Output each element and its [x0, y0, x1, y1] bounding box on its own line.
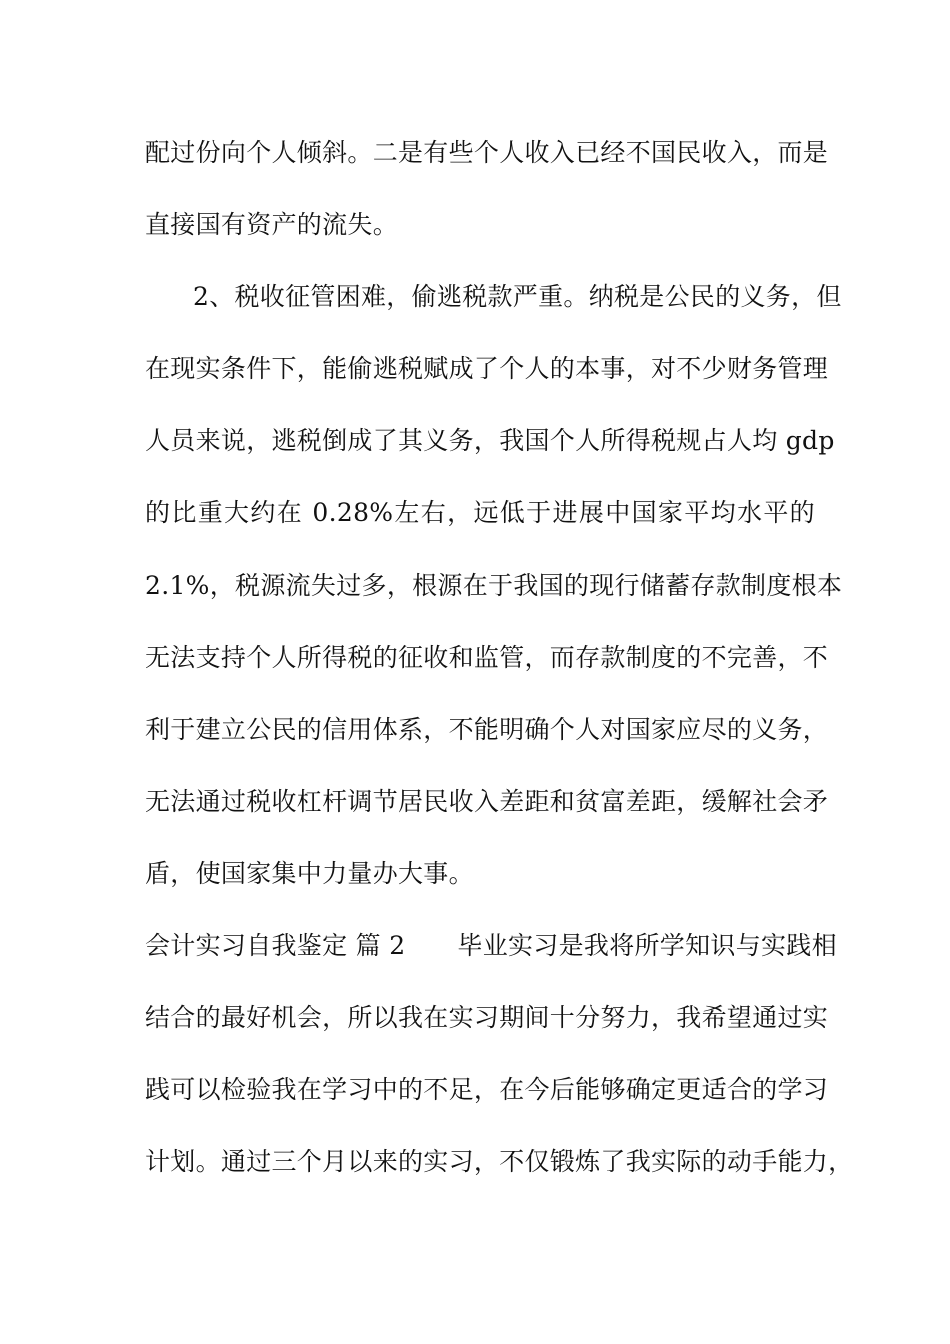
paragraph-line: 2.1%，税源流失过多，根源在于我国的现行储蓄存款制度根本 — [145, 571, 843, 600]
section-heading-line — [145, 926, 837, 966]
paragraph-line: 结合的最好机会，所以我在实习期间十分努力，我希望通过实 — [145, 1003, 829, 1032]
paragraph-line: 配过份向个人倾斜。二是有些个人收入已经不国民收入，而是 — [145, 138, 829, 167]
paragraph-line: 无法支持个人所得税的征收和监管，而存款制度的不完善，不 — [145, 643, 829, 672]
section-heading: 会计实习自我鉴定 篇 2 — [145, 931, 406, 960]
paragraph-line: 践可以检验我在学习中的不足，在今后能够确定更适合的学习 — [145, 1075, 829, 1104]
section-first-line: 毕业实习是我将所学知识与实践相 — [457, 931, 837, 960]
paragraph-line: 直接国有资产的流失。 — [145, 210, 399, 239]
paragraph-line: 2、税收征管困难，偷逃税款严重。纳税是公民的义务，但 — [193, 282, 842, 311]
paragraph-line: 利于建立公民的信用体系，不能明确个人对国家应尽的义务， — [145, 715, 829, 744]
paragraph-line: 计划。通过三个月以来的实习，不仅锻炼了我实际的动手能力， — [145, 1147, 854, 1176]
paragraph-line: 的比重大约在 0.28%左右，远低于进展中国家平均水平的 — [145, 498, 815, 527]
paragraph-line: 在现实条件下，能偷逃税赋成了个人的本事，对不少财务管理 — [145, 354, 829, 383]
paragraph-line: 无法通过税收杠杆调节居民收入差距和贫富差距，缓解社会矛 — [145, 787, 829, 816]
paragraph-line: 盾，使国家集中力量办大事。 — [145, 859, 474, 888]
paragraph-line: 人员来说，逃税倒成了其义务，我国个人所得税规占人均 gdp — [145, 426, 835, 455]
